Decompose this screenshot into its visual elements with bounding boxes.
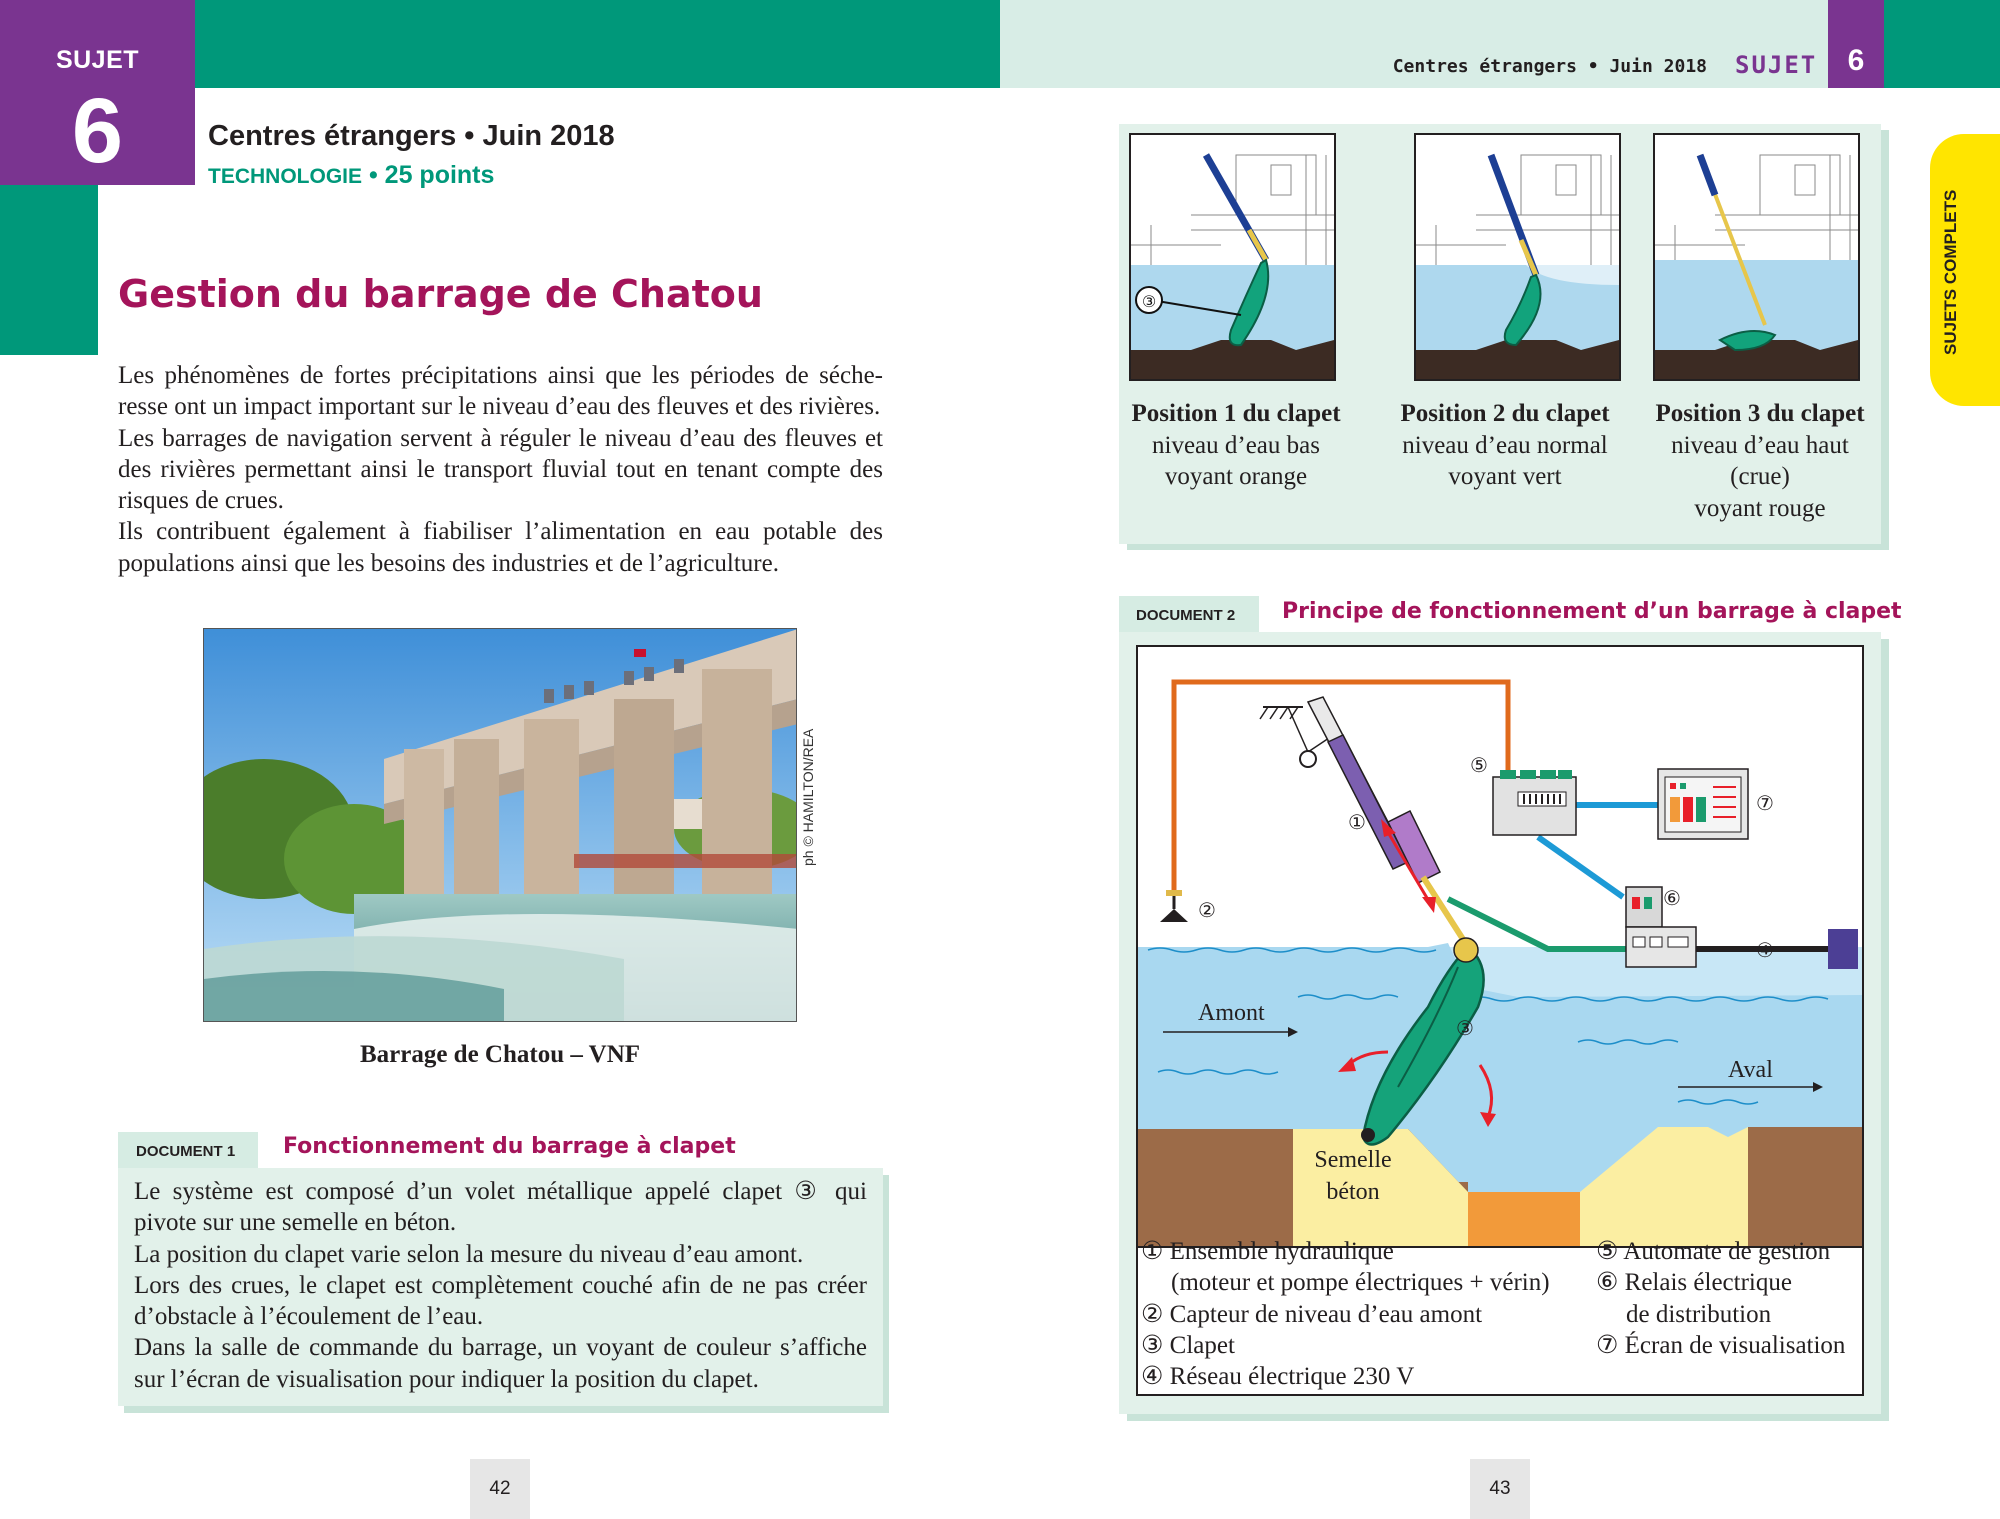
label-aval: Aval [1728, 1057, 1773, 1083]
callout-1: ① [1348, 810, 1366, 834]
document1-tab-label: DOCUMENT 1 [136, 1143, 236, 1160]
position-2-caption [1380, 398, 1630, 493]
running-header: Centres étrangers • Juin 2018 [1392, 56, 1707, 77]
exam-title: Centres étrangers • Juin 2018 [208, 120, 615, 152]
legend-item: ① Ensemble hydraulique [1141, 1238, 1394, 1265]
legend-item: ⑦ Écran de visualisation [1596, 1331, 1846, 1359]
exam-subtitle [208, 161, 494, 190]
dam-photo [203, 628, 797, 1022]
legend-item: ⑥ Relais électrique [1596, 1269, 1792, 1297]
document1-paragraph: Lors des crues, le clapet est complètement couché afin de ne pas créer d’obstacle à l’écoulement de l’eau. [134, 1271, 867, 1331]
label-amont: Amont [1198, 1000, 1265, 1026]
header-bar-left [195, 0, 1000, 88]
sujet-label: SUJET [55, 46, 140, 74]
document2-tab [1119, 596, 1259, 632]
intro-paragraph: Les phénomènes de fortes précipitations ainsi que les périodes de séche-resse ont un impact important sur le niveau d’eau des fleuves et des rivières. [118, 362, 883, 421]
position-title: Position 3 du clapet [1655, 400, 1865, 427]
label-semelle: Semelle [1314, 1147, 1392, 1173]
position-level: niveau d’eau normal [1402, 431, 1608, 459]
intro-paragraph: Ils contribuent également à fiabiliser l’alimentation en eau potable des populations ainsi que les besoins des industries et de l’agriculture. [118, 518, 883, 577]
callout-7: ⑦ [1756, 791, 1774, 815]
document1-text [134, 1176, 867, 1395]
legend-item: ③ Clapet [1141, 1331, 1235, 1359]
callout-3: ③ [1456, 1016, 1474, 1040]
photo-credit: ph © HAMILTON/REA [800, 728, 816, 866]
callout-6: ⑥ [1663, 886, 1681, 910]
legend-item: de distribution [1626, 1300, 1772, 1328]
position-3-caption [1635, 398, 1885, 524]
position-level: niveau d’eau haut [1671, 431, 1849, 459]
legend-item: (moteur et pompe électriques + vérin) [1171, 1269, 1550, 1297]
label-beton-text: béton [1326, 1179, 1380, 1205]
position-title: Position 2 du clapet [1400, 400, 1610, 427]
exam-separator: • [362, 161, 385, 189]
side-accent-left [0, 185, 98, 355]
position-level: niveau d’eau bas [1152, 431, 1320, 459]
position-extra: (crue) [1730, 463, 1790, 490]
document1-paragraph: Le système est composé d’un volet métallique appelé clapet ③ qui pivote sur une semelle en béton. [134, 1178, 867, 1237]
callout-2: ② [1198, 898, 1216, 922]
running-header-number: 6 [1847, 44, 1865, 77]
position-3-drawing [1653, 133, 1860, 381]
intro-text [118, 360, 883, 579]
document1-paragraph: Dans la salle de commande du barrage, un voyant de couleur s’affiche sur l’écran de visualisation pour indiquer la position du clapet. [134, 1334, 867, 1393]
intro-paragraph: Les barrages de navigation servent à réguler le niveau d’eau des fleuves et des rivières permettant ainsi le transport fluvial tout en tenant compte des risques de crues. [118, 424, 883, 515]
document2-title: Principe de fonctionnement d’un barrage à clapet [1282, 599, 1902, 624]
position-light: voyant rouge [1694, 494, 1826, 522]
position-light: voyant orange [1164, 463, 1308, 490]
position-light: voyant vert [1448, 463, 1562, 490]
document1-title: Fonctionnement du barrage à clapet [283, 1134, 736, 1159]
legend-right [1596, 1236, 1861, 1361]
position-2-drawing [1414, 133, 1621, 381]
document1-paragraph: La position du clapet varie selon la mesure du niveau d’eau amont. [134, 1240, 804, 1268]
legend-left [1141, 1236, 1581, 1392]
page-number-left: 42 [470, 1459, 530, 1519]
exam-subject: TECHNOLOGIE [208, 165, 363, 188]
position-1-caption [1111, 398, 1361, 493]
document1-tab [118, 1132, 258, 1168]
section-tab-label: SUJETS COMPLETS [1941, 189, 1960, 355]
running-header-sujet: SUJET [1735, 51, 1818, 79]
legend-item: ⑤ Automate de gestion [1596, 1238, 1831, 1265]
legend-item: ④ Réseau électrique 230 V [1141, 1363, 1415, 1391]
exam-points: 25 points [384, 161, 495, 189]
page-title: Gestion du barrage de Chatou [118, 272, 763, 316]
photo-caption: Barrage de Chatou – VNF [359, 1041, 641, 1068]
header-accent-right [1884, 0, 2000, 88]
legend-item: ② Capteur de niveau d’eau amont [1141, 1300, 1483, 1328]
position-title: Position 1 du clapet [1131, 400, 1341, 427]
position-1-drawing [1129, 133, 1336, 381]
callout-5: ⑤ [1470, 753, 1488, 777]
page-number-right: 43 [1470, 1459, 1530, 1519]
document2-tab-label: DOCUMENT 2 [1136, 607, 1236, 624]
sujet-number: 6 [71, 80, 124, 182]
callout-4: ④ [1756, 938, 1774, 962]
callout-3: ③ [1141, 292, 1157, 311]
